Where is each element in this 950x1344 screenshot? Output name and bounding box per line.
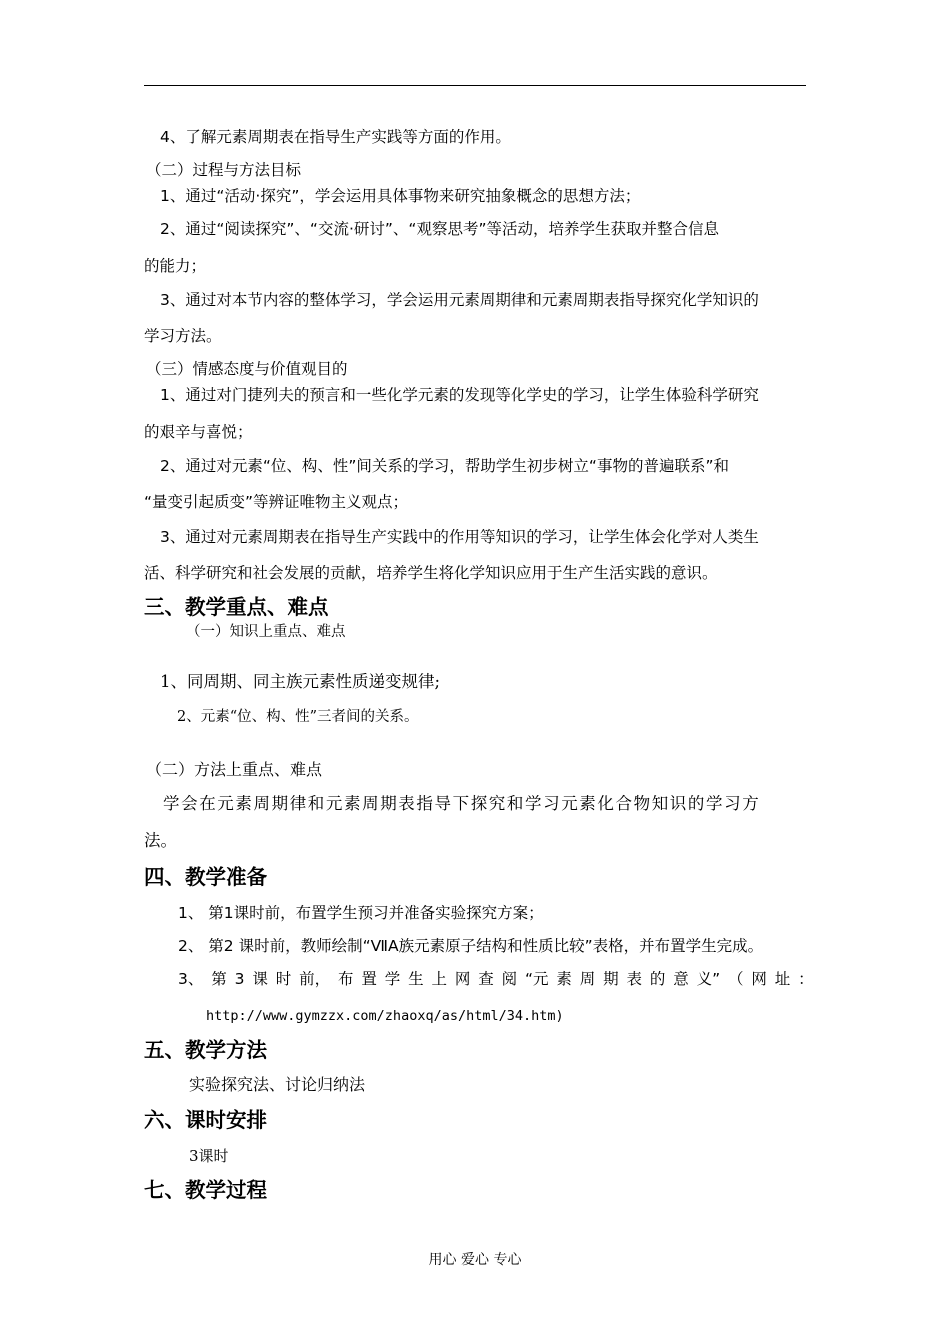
prep-item-3-part: 上 (431, 970, 447, 988)
prep-item-3-part: ： (798, 970, 814, 988)
prep-item-3-part: 学 (384, 970, 401, 988)
emotion-goal-1: 1、通过对门捷列夫的预言和一些化学元素的发现等化学史的学习，让学生体验科学研究 (160, 386, 759, 404)
process-goal-2-cont: 的能力； (144, 257, 207, 275)
prep-item-3 (178, 969, 814, 989)
period-body: 3课时 (189, 1147, 229, 1165)
method-item-cont: 法。 (144, 831, 177, 850)
method-heading: （二）方法上重点、难点 (146, 760, 323, 779)
section3-title: 三、教学重点、难点 (144, 595, 329, 619)
prep-item-3-part: 址 (774, 970, 791, 988)
goal-item-4: 4、了解元素周期表在指导生产实践等方面的作用。 (160, 128, 511, 146)
prep-item-3-part: 阅 (501, 970, 518, 988)
section5-title: 五、教学方法 (144, 1038, 267, 1062)
prep-item-3-part: （ (728, 970, 744, 988)
prep-item-3-part: 生 (408, 970, 424, 988)
prep-item-3-part: 3 (234, 970, 245, 988)
section7-title: 七、教学过程 (144, 1178, 267, 1202)
prep-item-3-part: 表 (626, 970, 642, 988)
prep-item-3-part: 网 (454, 970, 471, 988)
prep-item-3-part: 置 (361, 970, 377, 988)
prep-item-3-part: 期 (603, 970, 619, 988)
emotion-goal-3: 3、通过对元素周期表在指导生产实践中的作用等知识的学习，让学生体会化学对人类生 (160, 528, 759, 546)
knowledge-heading: （一）知识上重点、难点 (186, 624, 346, 640)
method-item: 学会在元素周期律和元素周期表指导下探究和学习元素化合物知识的学习方 (163, 794, 761, 813)
prep-item-3-part: “元 (524, 970, 549, 988)
prep-item-3-part: 素 (556, 970, 572, 988)
process-goal-3: 3、通过对本节内容的整体学习，学会运用元素周期律和元素周期表指导探究化学知识的 (160, 291, 759, 309)
prep-item-3-part: 布 (337, 970, 354, 988)
page-footer: 用心 爱心 专心 (428, 1252, 522, 1268)
reference-url: http://www.gymzzx.com/zhaoxq/as/html/34.htm) (206, 1008, 564, 1024)
prep-item-3-part: 前， (299, 970, 331, 988)
section6-title: 六、课时安排 (144, 1108, 267, 1132)
prep-item-3-part: 时 (275, 970, 292, 988)
section4-title: 四、教学准备 (144, 865, 267, 889)
prep-item-2: 2、 第2 课时前，教师绘制“ⅦA族元素原子结构和性质比较”表格，并布置学生完成。 (178, 937, 764, 955)
process-goal-2: 2、通过“阅读探究”、“交流·研讨”、“观察思考”等活动，培养学生获取并整合信息 (160, 220, 719, 238)
prep-item-1: 1、 第1课时前，布置学生预习并准备实验探究方案； (178, 904, 544, 922)
prep-item-3-part: 课 (252, 970, 268, 988)
process-goal-3-cont: 学习方法。 (144, 327, 222, 345)
prep-item-3-part: 周 (579, 970, 596, 988)
process-goal-1: 1、通过“活动·探究”，学会运用具体事物来研究抽象概念的思想方法； (160, 187, 641, 205)
emotion-goal-1-cont: 的艰辛与喜悦； (144, 423, 253, 441)
prep-item-3-part: 第 (211, 970, 227, 988)
emotion-goal-3-cont: 活、科学研究和社会发展的贡献，培养学生将化学知识应用于生产生活实践的意识。 (144, 564, 718, 582)
prep-item-3-part: 的 (649, 970, 666, 988)
prep-item-3-part: 3、 (178, 970, 204, 988)
emotion-goals-heading: （三）情感态度与价值观目的 (146, 360, 348, 378)
prep-item-3-part: 查 (478, 970, 494, 988)
emotion-goal-2: 2、通过对元素“位、构、性”间关系的学习，帮助学生初步树立“事物的普遍联系”和 (160, 457, 729, 475)
process-goals-heading: （二）过程与方法目标 (146, 161, 302, 179)
emotion-goal-2-cont: “量变引起质变”等辨证唯物主义观点； (144, 493, 409, 511)
header-rule (144, 85, 806, 86)
knowledge-item-1: 1、同周期、同主族元素性质递变规律; (160, 672, 441, 691)
knowledge-item-2: 2、元素“位、构、性”三者间的关系。 (177, 709, 419, 725)
prep-item-3-part: 网 (751, 970, 767, 988)
method-body: 实验探究法、讨论归纳法 (189, 1075, 366, 1094)
prep-item-3-part: 意 (673, 970, 689, 988)
prep-item-3-part: 义” (696, 970, 721, 988)
